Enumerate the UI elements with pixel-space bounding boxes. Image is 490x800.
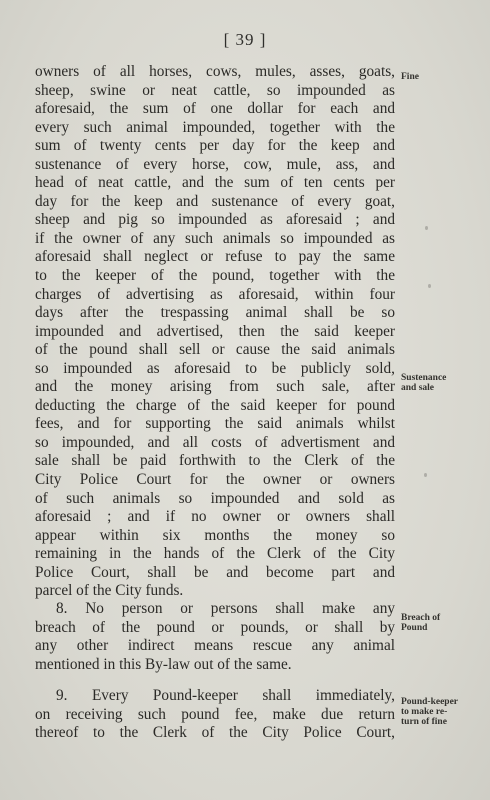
text-line: 9. Every Pound-keeper shall immediately, [56, 687, 395, 704]
text-line: head of neat cattle, and the sum of ten cents per [35, 174, 395, 192]
margin-note-line: Pound [401, 623, 428, 633]
text-line: and the money arising from such sale, after [35, 378, 395, 396]
paper-speck [424, 473, 427, 477]
paper-speck [428, 284, 431, 288]
paragraph-pound-fees [35, 63, 395, 601]
text-line: of the pound shall sell or cause the said animals [35, 341, 395, 359]
text-line: day for the keep and sustenance of every goat, [35, 192, 395, 210]
margin-note-line: Sustenance [401, 373, 447, 383]
margin-note-line: and sale [401, 383, 434, 393]
text-line: to the keeper of the pound, together with the [35, 267, 395, 285]
text-line: Police Court, shall be and become part and [35, 563, 395, 581]
paper-speck [425, 226, 428, 230]
margin-note-line: turn of fine [401, 717, 447, 727]
text-line: impounded and advertised, then the said keeper [35, 322, 395, 340]
text-line: parcel of the City funds. [35, 582, 184, 600]
page-number: [ 39 ] [223, 30, 267, 49]
text-line: sheep and pig so impounded as aforesaid ; and [35, 211, 395, 229]
text-line: owners of all horses, cows, mules, asses, goats, [35, 63, 395, 80]
text-line: fees, and for supporting the said animals whilst [35, 415, 395, 433]
text-line: every such animal impounded, together with the [35, 118, 395, 136]
text-line: sustenance of every horse, cow, mule, ass, and [35, 155, 395, 173]
margin-note-poundkeeper [401, 697, 481, 727]
text-line: sheep, swine or neat cattle, so impounded as [35, 81, 395, 99]
margin-note-line: to make re- [401, 707, 448, 717]
text-line: sum of twenty cents per day for the keep and [35, 137, 395, 155]
margin-note-line: Breach of [401, 613, 441, 623]
text-line: charges of advertising as aforesaid, within four [35, 285, 395, 303]
text-line: thereof to the Clerk of the City Police Court, [35, 724, 395, 742]
text-line: aforesaid, the sum of one dollar for each and [35, 100, 395, 118]
text-line: on receiving such pound fee, make due return [35, 705, 395, 723]
margin-note-fine [401, 72, 481, 82]
margin-note-line: Pound-keeper [401, 697, 458, 707]
text-line: 8. No person or persons shall make any [56, 600, 395, 617]
text-line: appear within six months the money so [35, 526, 395, 544]
text-line: mentioned in this By-law out of the same. [35, 655, 292, 673]
paragraph-9-pound-keeper [35, 687, 395, 743]
text-line: of such animals so impounded and sold as [35, 489, 395, 507]
margin-note-breach [401, 613, 481, 633]
text-line: days after the trespassing animal shall be so [35, 304, 395, 322]
text-line: aforesaid shall neglect or refuse to pay the same [35, 248, 395, 266]
text-line: sale shall be paid forthwith to the Clerk of the [35, 452, 395, 470]
paragraph-8-breach [35, 600, 395, 674]
margin-note-line: Fine [401, 72, 419, 82]
margin-note-sustenance [401, 373, 481, 393]
text-line: if the owner of any such animals so impounded as [35, 229, 395, 247]
text-line: City Police Court for the owner or owners [35, 471, 395, 489]
text-line: remaining in the hands of the Clerk of the City [35, 545, 395, 563]
text-line: aforesaid ; and if no owner or owners shall [35, 508, 395, 526]
text-line: deducting the charge of the said keeper for pound [35, 396, 395, 414]
text-line: so impounded, and all costs of advertisment and [35, 433, 395, 451]
text-line: breach of the pound or pounds, or shall by [35, 618, 395, 636]
text-line: any other indirect means rescue any animal [35, 637, 395, 655]
text-line: so impounded as aforesaid to be publicly sold, [35, 359, 395, 377]
